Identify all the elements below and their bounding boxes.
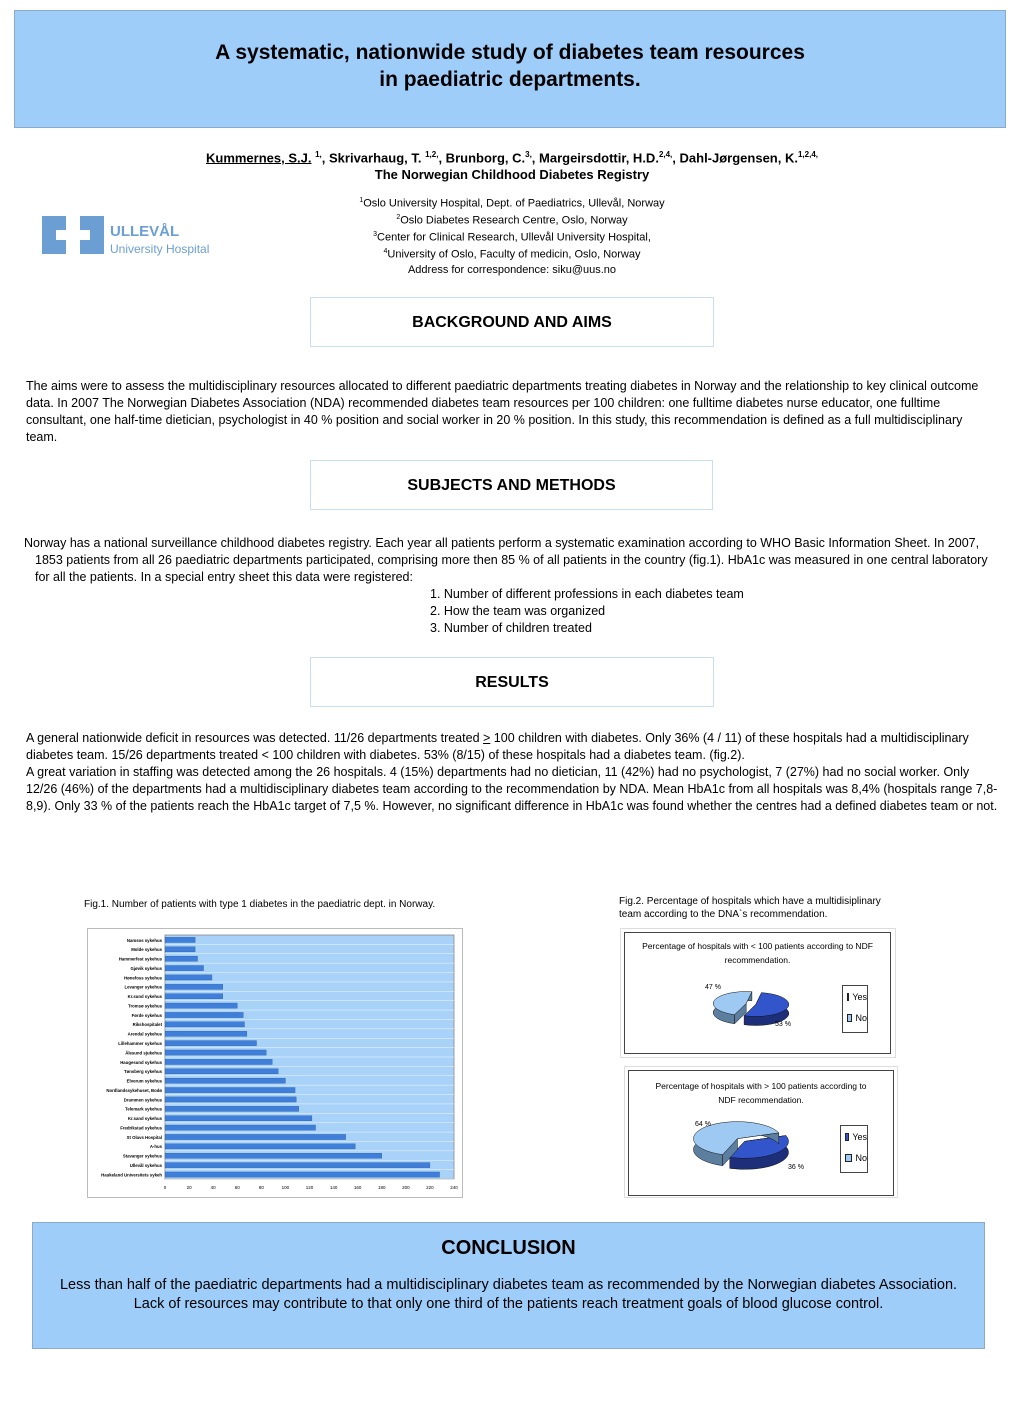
logo-line-1: ULLEVÅL xyxy=(110,223,180,240)
author-5-sup: 1,2,4, xyxy=(797,150,818,159)
legend-item-no xyxy=(841,1147,867,1168)
bar xyxy=(165,1144,355,1149)
author-2-sup: 1,2, xyxy=(425,150,439,159)
category-label: Førde sykehus xyxy=(131,1012,162,1018)
legend-item-yes xyxy=(841,1126,867,1147)
affiliations xyxy=(0,194,1024,277)
results-p1-end: 100 children with diabetes. Only 36% (4 / 11) of these hospitals had a multidisciplinary diabetes team. 15/26 departments treated < 100 children with diabetes. 53% (8/15) of these hospitals had a diabetes team. (fig.2). xyxy=(26,731,969,762)
background-paragraph: The aims were to assess the multidisciplinary resources allocated to different paediatric departments treating diabetes in Norway and the relationship to key clinical outcome data. In 2007 The Norwegian Diabetes Association (NDA) recommended diabetes team resources per 100 children: one fulltime diabetes nurse educator, one fulltime consultant, one half-time dietician, psychologist in 40 % position and social worker in 20 % position. In this study, this recommendation is defined as a full multidisciplinary team. xyxy=(26,379,979,444)
results-heading: RESULTS xyxy=(310,657,714,707)
bar xyxy=(165,937,195,942)
affiliation-3 xyxy=(0,228,1024,245)
legend-label-no: No xyxy=(855,1152,867,1163)
x-tick-label: 100 xyxy=(281,1185,290,1190)
pie-label: 47 % xyxy=(705,984,721,991)
pie1-title-line-1: Percentage of hospitals with < 100 patients according to NDF xyxy=(642,941,873,951)
affiliation-sup: 2 xyxy=(396,214,401,222)
category-label: Tønsberg sykehus xyxy=(124,1069,162,1075)
category-label: Rikshospitalet xyxy=(132,1022,162,1028)
x-tick-label: 140 xyxy=(329,1185,338,1190)
category-label: Stavanger sykehus xyxy=(122,1153,162,1159)
x-tick-label: 0 xyxy=(163,1185,167,1190)
bar xyxy=(165,1022,244,1027)
category-label: Haugesund sykehus xyxy=(120,1059,162,1065)
pie-label: 64 % xyxy=(695,1121,711,1128)
x-tick-label: 160 xyxy=(353,1185,362,1190)
title-line-1: A systematic, nationwide study of diabetes team resources xyxy=(215,41,805,64)
bar xyxy=(165,1125,316,1130)
category-label: Telemark sykehus xyxy=(125,1106,162,1112)
bar xyxy=(165,1050,266,1055)
category-label: Namsos sykehus xyxy=(126,937,162,943)
correspondence-address: Address for correspondence: siku@uus.no xyxy=(407,263,617,276)
pie1-title-line-2: recommendation. xyxy=(724,955,791,965)
category-label: Arendal sykehus xyxy=(127,1031,162,1037)
pie2-title-line-1: Percentage of hospitals with > 100 patients according to xyxy=(655,1081,867,1091)
x-tick-label: 40 xyxy=(210,1185,216,1190)
category-label: Elverum sykehus xyxy=(126,1078,162,1084)
author-4: , Margeirsdottir, H.D. xyxy=(531,150,659,166)
bar xyxy=(165,947,195,952)
bar xyxy=(165,1069,278,1074)
x-tick-label: 200 xyxy=(402,1185,410,1190)
category-label: Fredrikstad sykehus xyxy=(120,1125,162,1131)
fig2-caption-line-1: Fig.2. Percentage of hospitals which have a multidisiplinary xyxy=(619,896,881,907)
category-label: Ålesund sjukehus xyxy=(125,1050,162,1056)
affiliation-2 xyxy=(0,211,1024,228)
background-heading: BACKGROUND AND AIMS xyxy=(310,297,714,347)
bar xyxy=(165,1041,257,1046)
affiliation-4 xyxy=(0,245,1024,262)
methods-list-item: 3. Number of children treated xyxy=(430,621,592,635)
bar xyxy=(165,984,223,989)
fig1-chart-frame xyxy=(87,928,463,1198)
pie-label: 36 % xyxy=(788,1164,804,1171)
author-3: , Brunborg, C. xyxy=(438,150,526,166)
x-tick-label: 20 xyxy=(186,1185,192,1190)
pie2-legend xyxy=(840,1125,868,1173)
conclusion-heading: CONCLUSION xyxy=(441,1237,576,1259)
bar xyxy=(165,1163,430,1168)
legend-swatch-yes xyxy=(845,1133,849,1141)
author-2: , Skrivarhaug, T. xyxy=(321,150,422,166)
bar xyxy=(165,1078,285,1083)
results-p1-start: A general nationwide deficit in resources was detected. 11/26 departments treated xyxy=(26,731,483,745)
category-label: Kr.sand sykehus xyxy=(127,1116,162,1122)
fig1-bar-chart xyxy=(88,929,462,1197)
bar xyxy=(165,1153,382,1158)
results-text xyxy=(26,730,998,815)
affiliation-text: Oslo Diabetes Research Centre, Oslo, Norway xyxy=(400,214,628,227)
legend-item-yes xyxy=(843,986,867,1007)
category-label: Hønefoss sykehus xyxy=(124,975,162,981)
bar xyxy=(165,1012,243,1017)
fig2-caption xyxy=(619,895,881,921)
author-1-sup: 1, xyxy=(315,150,322,159)
author-1: Kummernes, S.J. xyxy=(205,150,312,166)
x-tick-label: 220 xyxy=(426,1185,434,1190)
legend-label-no: No xyxy=(855,1012,867,1023)
methods-heading: SUBJECTS AND METHODS xyxy=(310,460,713,510)
author-3-sup: 3, xyxy=(525,150,532,159)
bar xyxy=(165,1097,296,1102)
bar xyxy=(165,1059,272,1064)
affiliation-sup: 3 xyxy=(373,231,378,239)
methods-list xyxy=(35,586,992,637)
legend-swatch-yes xyxy=(847,993,849,1001)
author-block xyxy=(0,146,1024,183)
category-label: Nordlandssykehuset, Bodø xyxy=(106,1087,162,1093)
logo-line-2: University Hospital xyxy=(110,242,210,256)
category-label: Ullevål sykehus xyxy=(129,1162,162,1168)
title-line-2: in paediatric departments. xyxy=(379,68,641,91)
pie-label: 53 % xyxy=(775,1021,791,1028)
bar xyxy=(165,1172,440,1177)
results-p1-symbol: > xyxy=(483,731,491,745)
category-label: Levanger sykehus xyxy=(124,984,162,990)
author-4-sup: 2,4, xyxy=(658,150,673,159)
bar xyxy=(165,1031,247,1036)
bar xyxy=(165,1088,295,1093)
affiliation-text: Oslo University Hospital, Dept. of Paediatrics, Ullevål, Norway xyxy=(363,197,665,210)
category-label: Drammen sykehus xyxy=(123,1097,162,1103)
bar xyxy=(165,1003,237,1008)
x-tick-label: 120 xyxy=(305,1185,314,1190)
pie-slice-yes xyxy=(730,1136,789,1170)
category-label: A-hus xyxy=(149,1144,162,1150)
affiliation-text: Center for Clinical Research, Ullevål University Hospital, xyxy=(377,231,651,244)
registry-name: The Norwegian Childhood Diabetes Registry xyxy=(374,167,650,183)
category-label: Kr.sund sykehus xyxy=(127,994,162,1000)
results-paragraph-2: A great variation in staffing was detected among the 26 hospitals. 4 (15%) departments had no dietician, 11 (42%) had no psychologist, 7 (27%) had no social worker. Only 12/26 (46%) of the departments had a multidisciplinary diabetes team according to the recommendation by NDA. Mean HbA1c from all hospitals was 8,4% (hospitals range 7,8-8,9). Only 33 % of the patients reach the HbA1c target of 7,5 %. However, no significant difference in HbA1c was found whether the centres had a defined diabetes team or not. xyxy=(26,765,998,813)
affiliation-1 xyxy=(0,194,1024,211)
category-label: Gjøvik sykehus xyxy=(130,965,162,971)
legend-label-yes: Yes xyxy=(852,1131,867,1142)
category-label: Hammerfest sykehus xyxy=(118,956,162,962)
bar xyxy=(165,1116,312,1121)
bar xyxy=(165,966,204,971)
pie1-legend xyxy=(842,985,868,1033)
bar xyxy=(165,1134,346,1139)
x-tick-label: 60 xyxy=(234,1185,240,1190)
legend-swatch-no xyxy=(847,1014,852,1022)
affiliation-sup: 1 xyxy=(359,197,364,204)
category-label: Molde sykehus xyxy=(131,947,162,953)
author-5: , Dahl-Jørgensen, K. xyxy=(672,150,798,166)
affiliation-sup: 4 xyxy=(383,248,388,256)
methods-text xyxy=(24,535,992,637)
fig1-caption: Fig.1. Number of patients with type 1 diabetes in the paediatric dept. in Norway. xyxy=(84,899,436,910)
x-tick-label: 240 xyxy=(450,1185,458,1190)
conclusion-box xyxy=(32,1222,985,1349)
poster-title xyxy=(15,39,1005,93)
category-label: Haukeland Universitets sykeh xyxy=(101,1172,162,1178)
pie2-title-line-2: NDF recommendation. xyxy=(718,1095,804,1105)
bar xyxy=(165,1106,299,1111)
legend-swatch-no xyxy=(845,1154,852,1162)
affiliation-text: University of Oslo, Faculty of medicin, Oslo, Norway xyxy=(387,249,641,262)
x-tick-label: 180 xyxy=(377,1185,386,1190)
title-banner xyxy=(14,10,1006,128)
bar xyxy=(165,975,212,980)
fig2-caption-line-2: team according to the DNA`s recommendation. xyxy=(619,909,828,920)
pie1-frame xyxy=(624,932,891,1054)
methods-paragraph: Norway has a national surveillance childhood diabetes registry. Each year all patients perform a systematic examination according to WHO Basic Information Sheet. In 2007, 1853 patients from all 26 paediatric departments participated, comprising more then 85 % of all patients in the country (fig.1). HbA1c was measured in one central laboratory for all the patients. In a special entry sheet this data were registered: xyxy=(24,536,988,584)
legend-item-no xyxy=(843,1007,867,1028)
background-text xyxy=(26,378,996,446)
category-label: St Olavs Hospital xyxy=(126,1134,162,1140)
methods-list-item: 1. Number of different professions in each diabetes team xyxy=(430,587,744,601)
bar xyxy=(165,956,198,961)
category-label: Tromsø sykehus xyxy=(128,1003,162,1009)
pie2-frame xyxy=(628,1070,894,1196)
bar xyxy=(165,994,223,999)
conclusion-text: Less than half of the paediatric departments had a multidisciplinary diabetes team as recommended by the Norwegian diabetes Association. Lack of resources may contribute to that only one third of the patients reach treatment goals of blood glucose control. xyxy=(59,1277,958,1312)
x-tick-label: 80 xyxy=(258,1185,264,1190)
results-paragraph-1 xyxy=(26,730,998,764)
legend-label-yes: Yes xyxy=(852,991,867,1002)
methods-list-item: 2. How the team was organized xyxy=(430,604,606,618)
category-label: Lillehammer sykehus xyxy=(118,1040,162,1046)
